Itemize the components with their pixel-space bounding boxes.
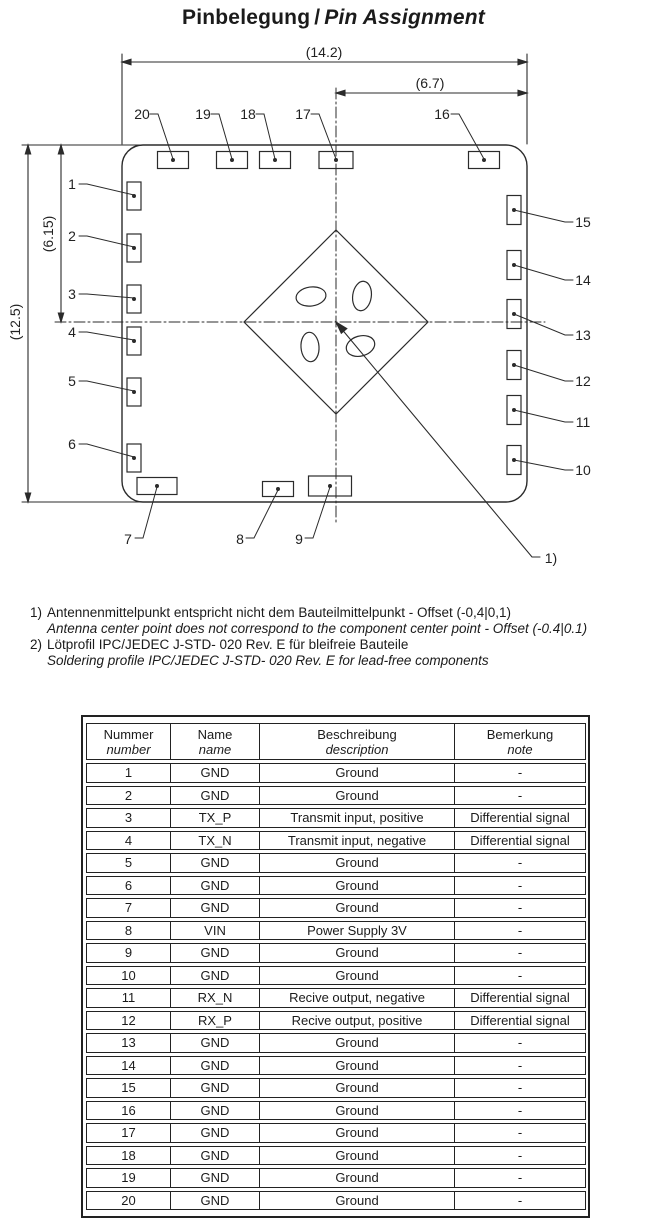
table-cell: Ground <box>260 966 455 986</box>
table-row <box>86 853 586 873</box>
table-cell: 19 <box>86 1168 171 1188</box>
table-cell: GND <box>171 1101 260 1121</box>
table-row <box>86 1056 586 1076</box>
pin-label-11: 11 <box>575 414 591 430</box>
arrowhead-icon <box>518 90 527 95</box>
table-row <box>86 898 586 918</box>
table-row <box>86 921 586 941</box>
table-cell: - <box>455 898 586 918</box>
table-cell: Ground <box>260 898 455 918</box>
footnote-2-de: Lötprofil IPC/JEDEC J-STD- 020 Rev. E für bleifreie Bauteile <box>47 637 409 652</box>
table-cell: GND <box>171 763 260 783</box>
table-cell: Ground <box>260 763 455 783</box>
table-cell: - <box>455 1056 586 1076</box>
table-row <box>86 1011 586 1031</box>
arrowhead-icon <box>518 59 527 64</box>
table-cell: Ground <box>260 876 455 896</box>
table-cell: RX_P <box>171 1011 260 1031</box>
footnote-1-de: Antennenmittelpunkt entspricht nicht dem Bauteilmittelpunkt - Offset (-0,4|0,1) <box>47 605 511 620</box>
antenna-slot <box>344 332 377 359</box>
table-cell: Differential signal <box>455 808 586 828</box>
pin-label-3: 3 <box>68 286 76 302</box>
table-cell: 7 <box>86 898 171 918</box>
col-header-note: Bemerkung note <box>455 723 586 760</box>
table-row <box>86 988 586 1008</box>
col-header-description: Beschreibung description <box>260 723 455 760</box>
pin-label-2: 2 <box>68 228 76 244</box>
pin-label-4: 4 <box>68 324 76 340</box>
table-cell: Ground <box>260 1123 455 1143</box>
footnote-1-marker: 1) <box>30 605 43 620</box>
arrowhead-icon <box>58 145 63 154</box>
pin-assignment-drawing <box>0 0 667 600</box>
col-header-number: Nummer number <box>86 723 171 760</box>
pin-label-1: 1 <box>68 176 76 192</box>
antenna-callout-leader <box>336 322 540 557</box>
table-cell: Ground <box>260 943 455 963</box>
dim-right-half-width-label: (6.7) <box>415 75 445 91</box>
pin-label-13: 13 <box>575 327 591 343</box>
footnote-1-en: Antenna center point does not correspond to the component center point - Offset (-0.4|0.1) <box>47 621 588 636</box>
footnote-2 <box>30 637 660 669</box>
table-cell: 1 <box>86 763 171 783</box>
pin-label-16: 16 <box>434 106 450 122</box>
table-cell: - <box>455 763 586 783</box>
center-lines <box>55 88 545 522</box>
dim-overall-height-line <box>25 145 30 502</box>
table-cell: Ground <box>260 1168 455 1188</box>
table-cell: Ground <box>260 786 455 806</box>
table-cell: - <box>455 876 586 896</box>
pads-left <box>127 182 141 472</box>
pin-label-17: 17 <box>295 106 311 122</box>
table-cell: Recive output, positive <box>260 1011 455 1031</box>
pin-table <box>86 720 586 1213</box>
pin-label-20: 20 <box>134 106 150 122</box>
pin-label-12: 12 <box>575 373 591 389</box>
antenna-slot <box>300 332 320 363</box>
table-cell: 15 <box>86 1078 171 1098</box>
table-row <box>86 1146 586 1166</box>
table-cell: 3 <box>86 808 171 828</box>
table-cell: 16 <box>86 1101 171 1121</box>
arrowhead-icon <box>25 493 30 502</box>
page-title-separator: / <box>314 6 321 29</box>
table-cell: Ground <box>260 1033 455 1053</box>
table-cell: 17 <box>86 1123 171 1143</box>
table-cell: Ground <box>260 1146 455 1166</box>
table-row <box>86 1078 586 1098</box>
pin-label-14: 14 <box>575 272 591 288</box>
dim-upper-left-height-line <box>58 145 63 322</box>
table-cell: 18 <box>86 1146 171 1166</box>
table-cell: - <box>455 1146 586 1166</box>
footnote-2-marker: 2) <box>30 637 43 652</box>
table-cell: 5 <box>86 853 171 873</box>
antenna-callout-label: 1) <box>544 550 558 566</box>
table-cell: 9 <box>86 943 171 963</box>
table-row <box>86 876 586 896</box>
arrowhead-icon <box>336 90 345 95</box>
table-row <box>86 1101 586 1121</box>
table-cell: 14 <box>86 1056 171 1076</box>
arrowhead-icon <box>336 322 347 333</box>
pin-label-8: 8 <box>236 531 244 547</box>
table-cell: Ground <box>260 1056 455 1076</box>
table-row <box>86 808 586 828</box>
col-header-name: Name name <box>171 723 260 760</box>
table-row <box>86 1191 586 1211</box>
table-row <box>86 943 586 963</box>
table-cell: GND <box>171 1056 260 1076</box>
table-cell: - <box>455 921 586 941</box>
table-cell: GND <box>171 966 260 986</box>
pin-label-6: 6 <box>68 436 76 452</box>
table-cell: Ground <box>260 853 455 873</box>
table-cell: VIN <box>171 921 260 941</box>
dim-overall-width-label: (14.2) <box>305 44 343 60</box>
table-cell: GND <box>171 1168 260 1188</box>
dimension-extension-lines <box>22 54 527 502</box>
pin-leader-lines <box>79 114 573 538</box>
dim-right-half-width-line <box>336 90 527 95</box>
table-cell: Transmit input, positive <box>260 808 455 828</box>
table-cell: GND <box>171 853 260 873</box>
table-row <box>86 831 586 851</box>
pin-label-5: 5 <box>68 373 76 389</box>
leader-dots <box>132 158 516 491</box>
table-cell: - <box>455 1033 586 1053</box>
table-cell: - <box>455 1191 586 1211</box>
footnote-2-en: Soldering profile IPC/JEDEC J-STD- 020 Rev. E for lead-free components <box>47 653 489 668</box>
table-cell: GND <box>171 786 260 806</box>
pin-table-container <box>81 715 590 1218</box>
table-cell: GND <box>171 876 260 896</box>
table-cell: Differential signal <box>455 1011 586 1031</box>
page-title-en: Pin Assignment <box>324 6 485 29</box>
footnotes <box>30 605 660 669</box>
table-cell: 13 <box>86 1033 171 1053</box>
arrowhead-icon <box>122 59 131 64</box>
antenna-slot <box>351 280 374 312</box>
package-outline <box>122 145 527 502</box>
table-cell: 20 <box>86 1191 171 1211</box>
table-cell: GND <box>171 898 260 918</box>
table-cell: TX_P <box>171 808 260 828</box>
table-cell: GND <box>171 1078 260 1098</box>
table-cell: 2 <box>86 786 171 806</box>
table-cell: 6 <box>86 876 171 896</box>
pin-label-19: 19 <box>195 106 211 122</box>
table-row <box>86 966 586 986</box>
table-cell: GND <box>171 1123 260 1143</box>
dim-overall-height-label: (12.5) <box>7 303 23 341</box>
table-cell: - <box>455 853 586 873</box>
table-header-row <box>86 723 586 760</box>
table-row <box>86 1168 586 1188</box>
dim-upper-left-height-label: (6.15) <box>40 215 56 253</box>
dim-overall-width-line <box>122 59 527 64</box>
footnote-1 <box>30 605 660 637</box>
table-cell: 4 <box>86 831 171 851</box>
table-cell: - <box>455 786 586 806</box>
table-cell: GND <box>171 1191 260 1211</box>
table-cell: GND <box>171 943 260 963</box>
table-cell: Ground <box>260 1101 455 1121</box>
table-cell: - <box>455 1078 586 1098</box>
arrowhead-icon <box>58 313 63 322</box>
pin-label-18: 18 <box>240 106 256 122</box>
table-cell: 8 <box>86 921 171 941</box>
table-cell: - <box>455 966 586 986</box>
table-row <box>86 1033 586 1053</box>
table-cell: - <box>455 943 586 963</box>
table-row <box>86 786 586 806</box>
pin-table-body <box>86 763 586 1210</box>
pin-label-15: 15 <box>575 214 591 230</box>
table-row <box>86 763 586 783</box>
table-cell: TX_N <box>171 831 260 851</box>
pads-bottom <box>137 476 352 497</box>
arrowhead-icon <box>25 145 30 154</box>
table-cell: GND <box>171 1033 260 1053</box>
table-cell: - <box>455 1168 586 1188</box>
table-cell: Ground <box>260 1078 455 1098</box>
table-cell: Differential signal <box>455 988 586 1008</box>
table-cell: GND <box>171 1146 260 1166</box>
table-cell: - <box>455 1101 586 1121</box>
table-cell: Differential signal <box>455 831 586 851</box>
pin-label-10: 10 <box>575 462 591 478</box>
table-cell: Ground <box>260 1191 455 1211</box>
table-cell: Power Supply 3V <box>260 921 455 941</box>
pin-label-7: 7 <box>124 531 132 547</box>
antenna-slot <box>295 285 327 308</box>
table-row <box>86 1123 586 1143</box>
page-title-de: Pinbelegung <box>182 6 311 29</box>
table-cell: RX_N <box>171 988 260 1008</box>
table-cell: 11 <box>86 988 171 1008</box>
table-cell: Recive output, negative <box>260 988 455 1008</box>
table-cell: - <box>455 1123 586 1143</box>
table-cell: 12 <box>86 1011 171 1031</box>
table-cell: 10 <box>86 966 171 986</box>
pads-top <box>158 152 500 169</box>
pads-right <box>507 196 521 475</box>
pin-label-9: 9 <box>295 531 303 547</box>
table-cell: Transmit input, negative <box>260 831 455 851</box>
